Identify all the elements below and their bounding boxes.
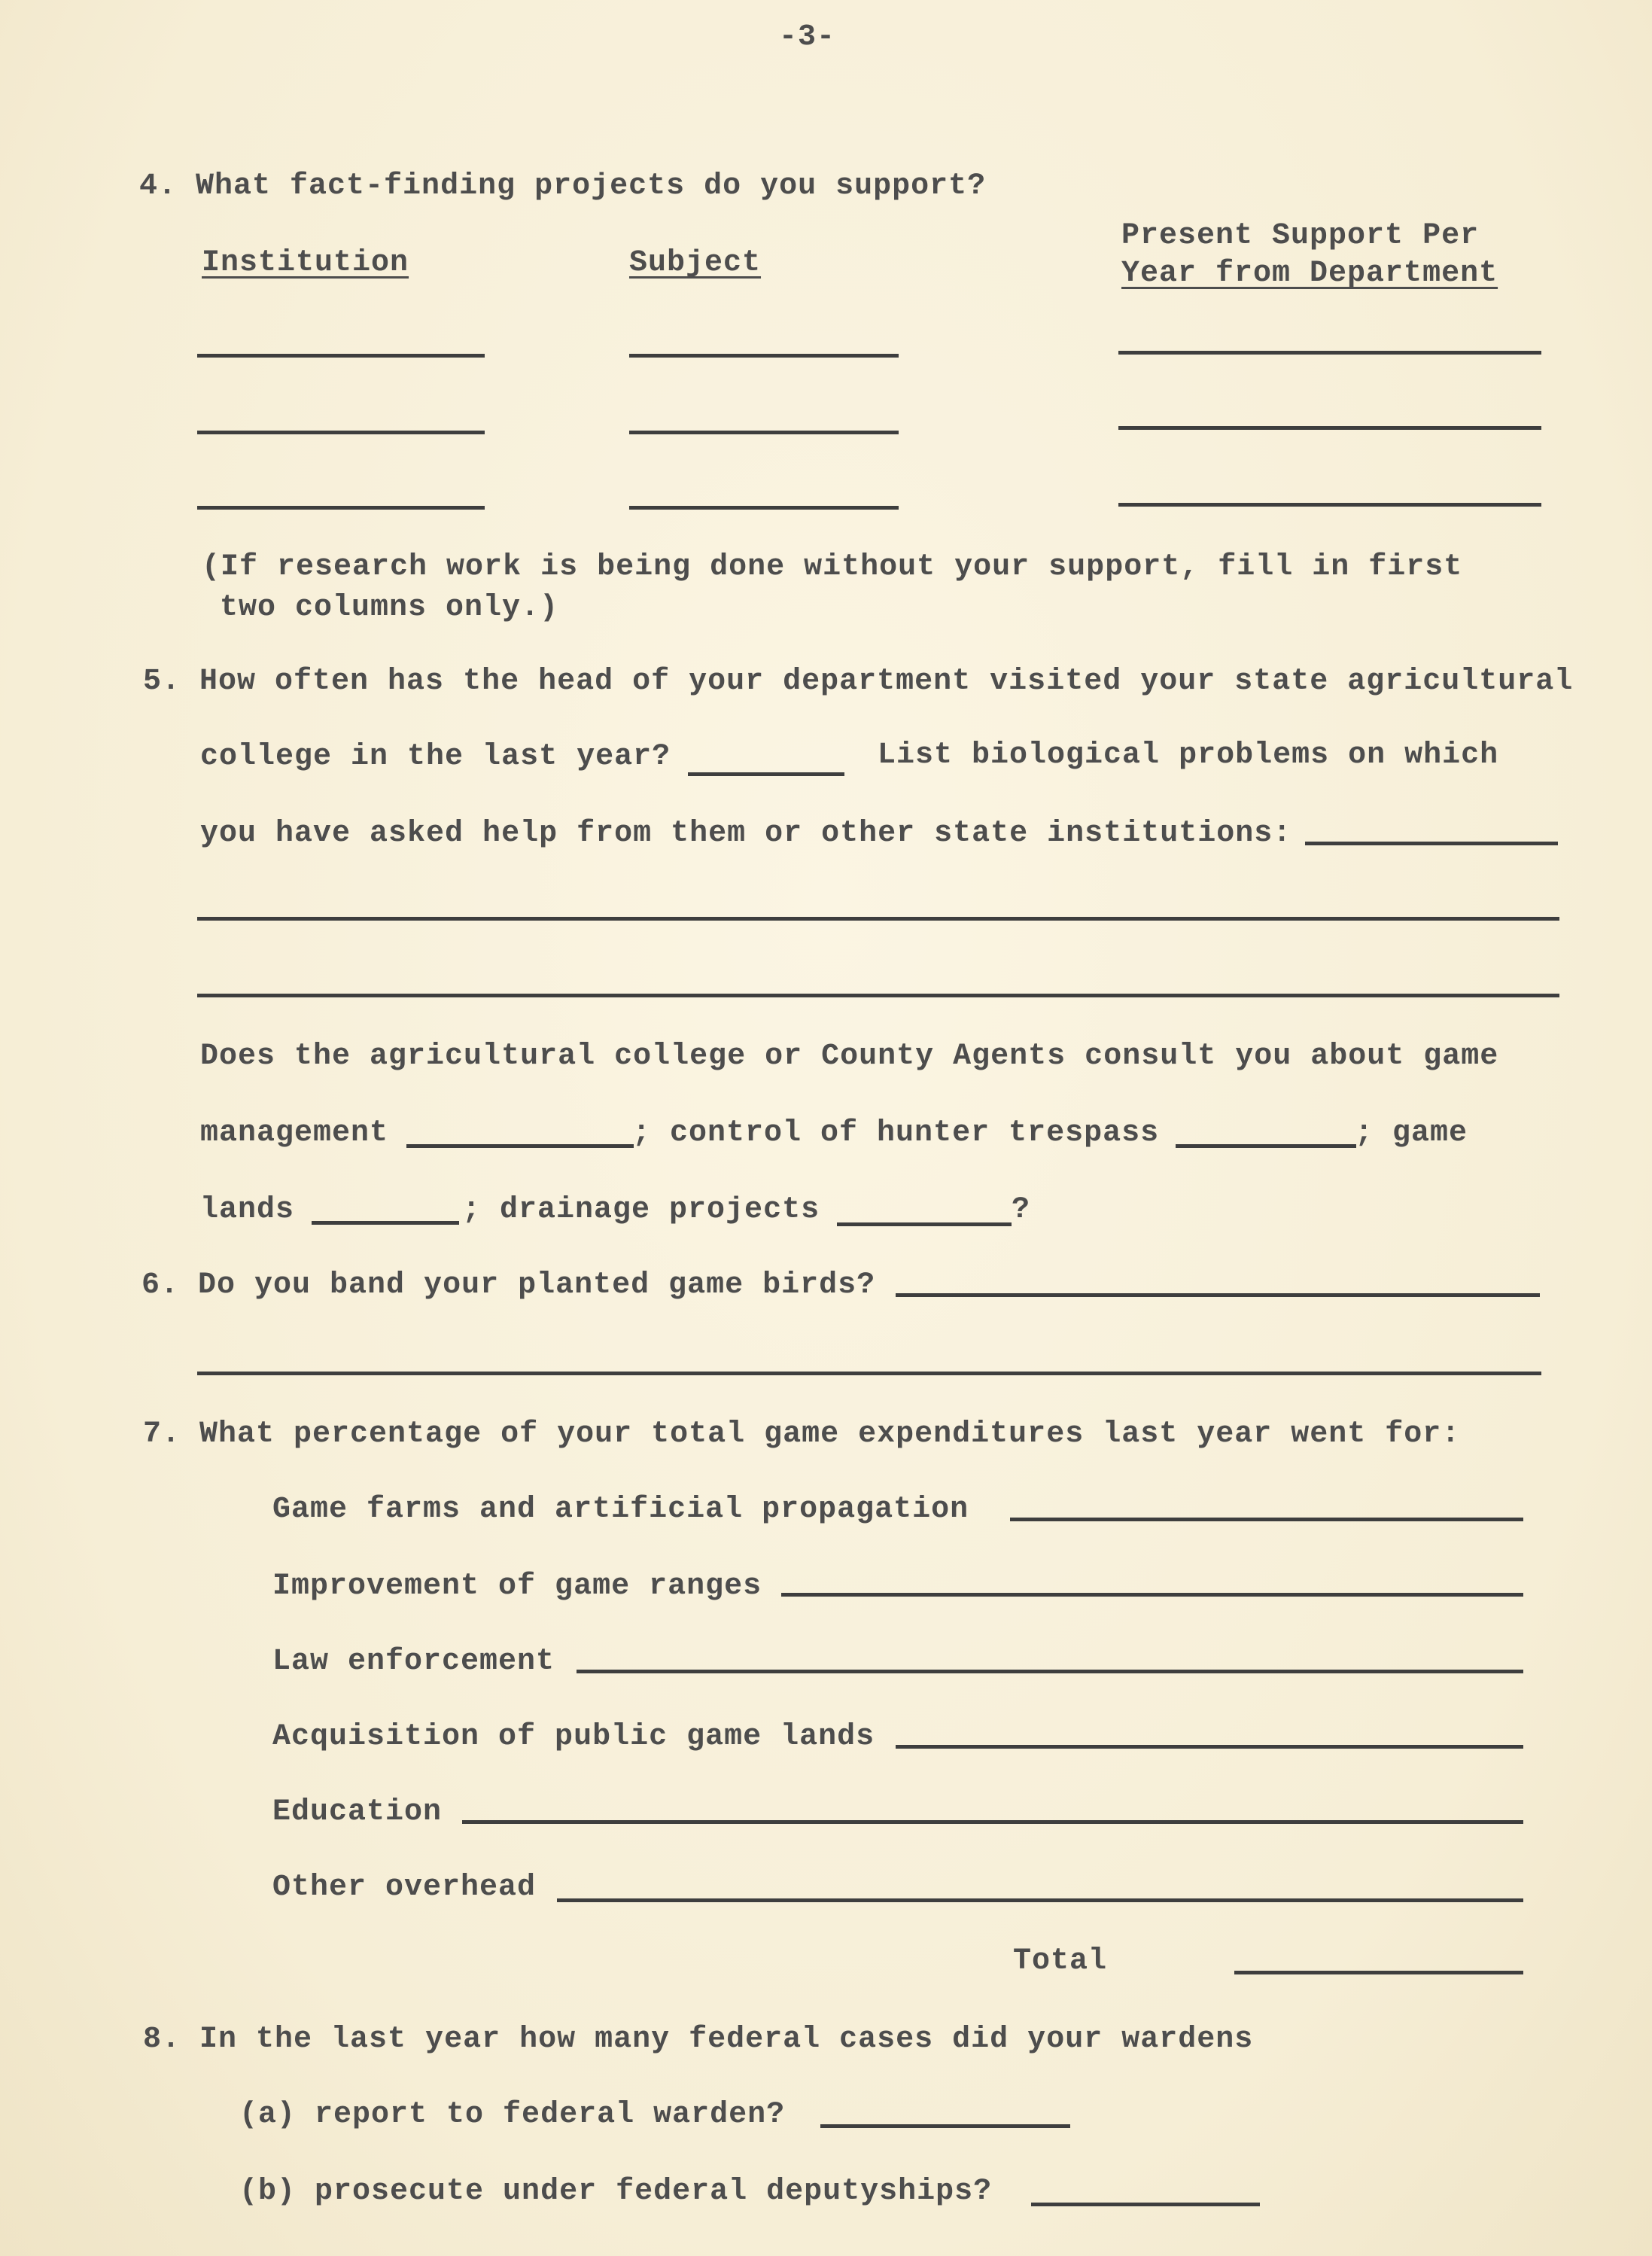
q5-line2-a: college in the last year? (200, 740, 671, 774)
q5-drainage-blank[interactable] (837, 1222, 1012, 1226)
q7-item-game-farms: Game farms and artificial propagation (272, 1493, 969, 1527)
q7-item-other-overhead: Other overhead (272, 1871, 537, 1904)
q6-question: 6. Do you band your planted game birds? (141, 1268, 876, 1302)
q7-acquisition-blank[interactable] (896, 1745, 1523, 1749)
q7-item-improvement: Improvement of game ranges (272, 1569, 762, 1603)
q5-line6-c: ? (1012, 1193, 1031, 1227)
q5-line5-c: ; game (1355, 1116, 1468, 1150)
q4-institution-blank-3[interactable] (197, 506, 485, 510)
q7-improvement-blank[interactable] (781, 1593, 1523, 1597)
q5-problems-blank-3[interactable] (197, 994, 1559, 997)
q4-col-institution: Institution (202, 246, 409, 280)
q7-item-law-enforcement: Law enforcement (272, 1645, 555, 1679)
q4-note-line2: two columns only.) (220, 591, 559, 625)
q8-question: 8. In the last year how many federal cases did your wardens (143, 2023, 1254, 2057)
q6-answer-blank-2[interactable] (197, 1372, 1541, 1375)
q4-col-subject: Subject (629, 246, 762, 280)
q5-line6-a: lands (200, 1193, 295, 1227)
q8-part-a: (a) report to federal warden? (239, 2098, 786, 2132)
q4-support-blank-1[interactable] (1118, 351, 1541, 355)
q4-subject-blank-1[interactable] (629, 354, 899, 358)
q7-total-blank[interactable] (1234, 1971, 1523, 1974)
q5-visits-blank[interactable] (688, 772, 844, 776)
q7-other-overhead-blank[interactable] (557, 1898, 1523, 1902)
page-number: -3- (779, 20, 836, 54)
q4-subject-blank-3[interactable] (629, 506, 899, 510)
q7-total-label: Total (1013, 1944, 1108, 1978)
q5-game-management-blank[interactable] (406, 1144, 634, 1148)
q8-part-b-blank[interactable] (1031, 2203, 1260, 2206)
q4-institution-blank-1[interactable] (197, 354, 485, 358)
q7-item-acquisition: Acquisition of public game lands (272, 1720, 875, 1754)
q5-game-lands-blank[interactable] (312, 1221, 459, 1225)
q4-col-support-line1: Present Support Per (1121, 219, 1480, 253)
q7-item-education: Education (272, 1795, 443, 1829)
q4-institution-blank-2[interactable] (197, 431, 485, 434)
q8-part-b: (b) prosecute under federal deputyships? (239, 2175, 993, 2209)
q5-line3: you have asked help from them or other state institutions: (200, 817, 1292, 851)
q7-law-enforcement-blank[interactable] (577, 1670, 1523, 1673)
q7-education-blank[interactable] (462, 1820, 1523, 1824)
q4-support-blank-2[interactable] (1118, 426, 1541, 430)
q7-game-farms-blank[interactable] (1010, 1518, 1523, 1521)
q5-problems-blank-2[interactable] (197, 917, 1559, 921)
q5-line1: 5. How often has the head of your department visited your state agricultural (143, 665, 1574, 699)
q5-line5-a: management (200, 1116, 389, 1150)
q4-question: 4. What fact-finding projects do you support? (139, 169, 987, 203)
q5-trespass-blank[interactable] (1176, 1144, 1356, 1148)
q8-part-a-blank[interactable] (820, 2124, 1070, 2128)
q5-line2-b: List biological problems on which (878, 738, 1499, 772)
q4-col-support-line2: Year from Department (1121, 257, 1498, 291)
q4-support-blank-3[interactable] (1118, 503, 1541, 507)
q4-note-line1: (If research work is being done without your support, fill in first (202, 550, 1463, 584)
q6-answer-blank-1[interactable] (896, 1293, 1540, 1297)
q7-question: 7. What percentage of your total game expenditures last year went for: (143, 1417, 1461, 1451)
q5-line4: Does the agricultural college or County Agents consult you about game (200, 1040, 1499, 1073)
q5-line5-b: ; control of hunter trespass (632, 1116, 1160, 1150)
q5-problems-blank-1[interactable] (1305, 842, 1558, 845)
q5-line6-b: ; drainage projects (462, 1193, 820, 1227)
q4-subject-blank-2[interactable] (629, 431, 899, 434)
